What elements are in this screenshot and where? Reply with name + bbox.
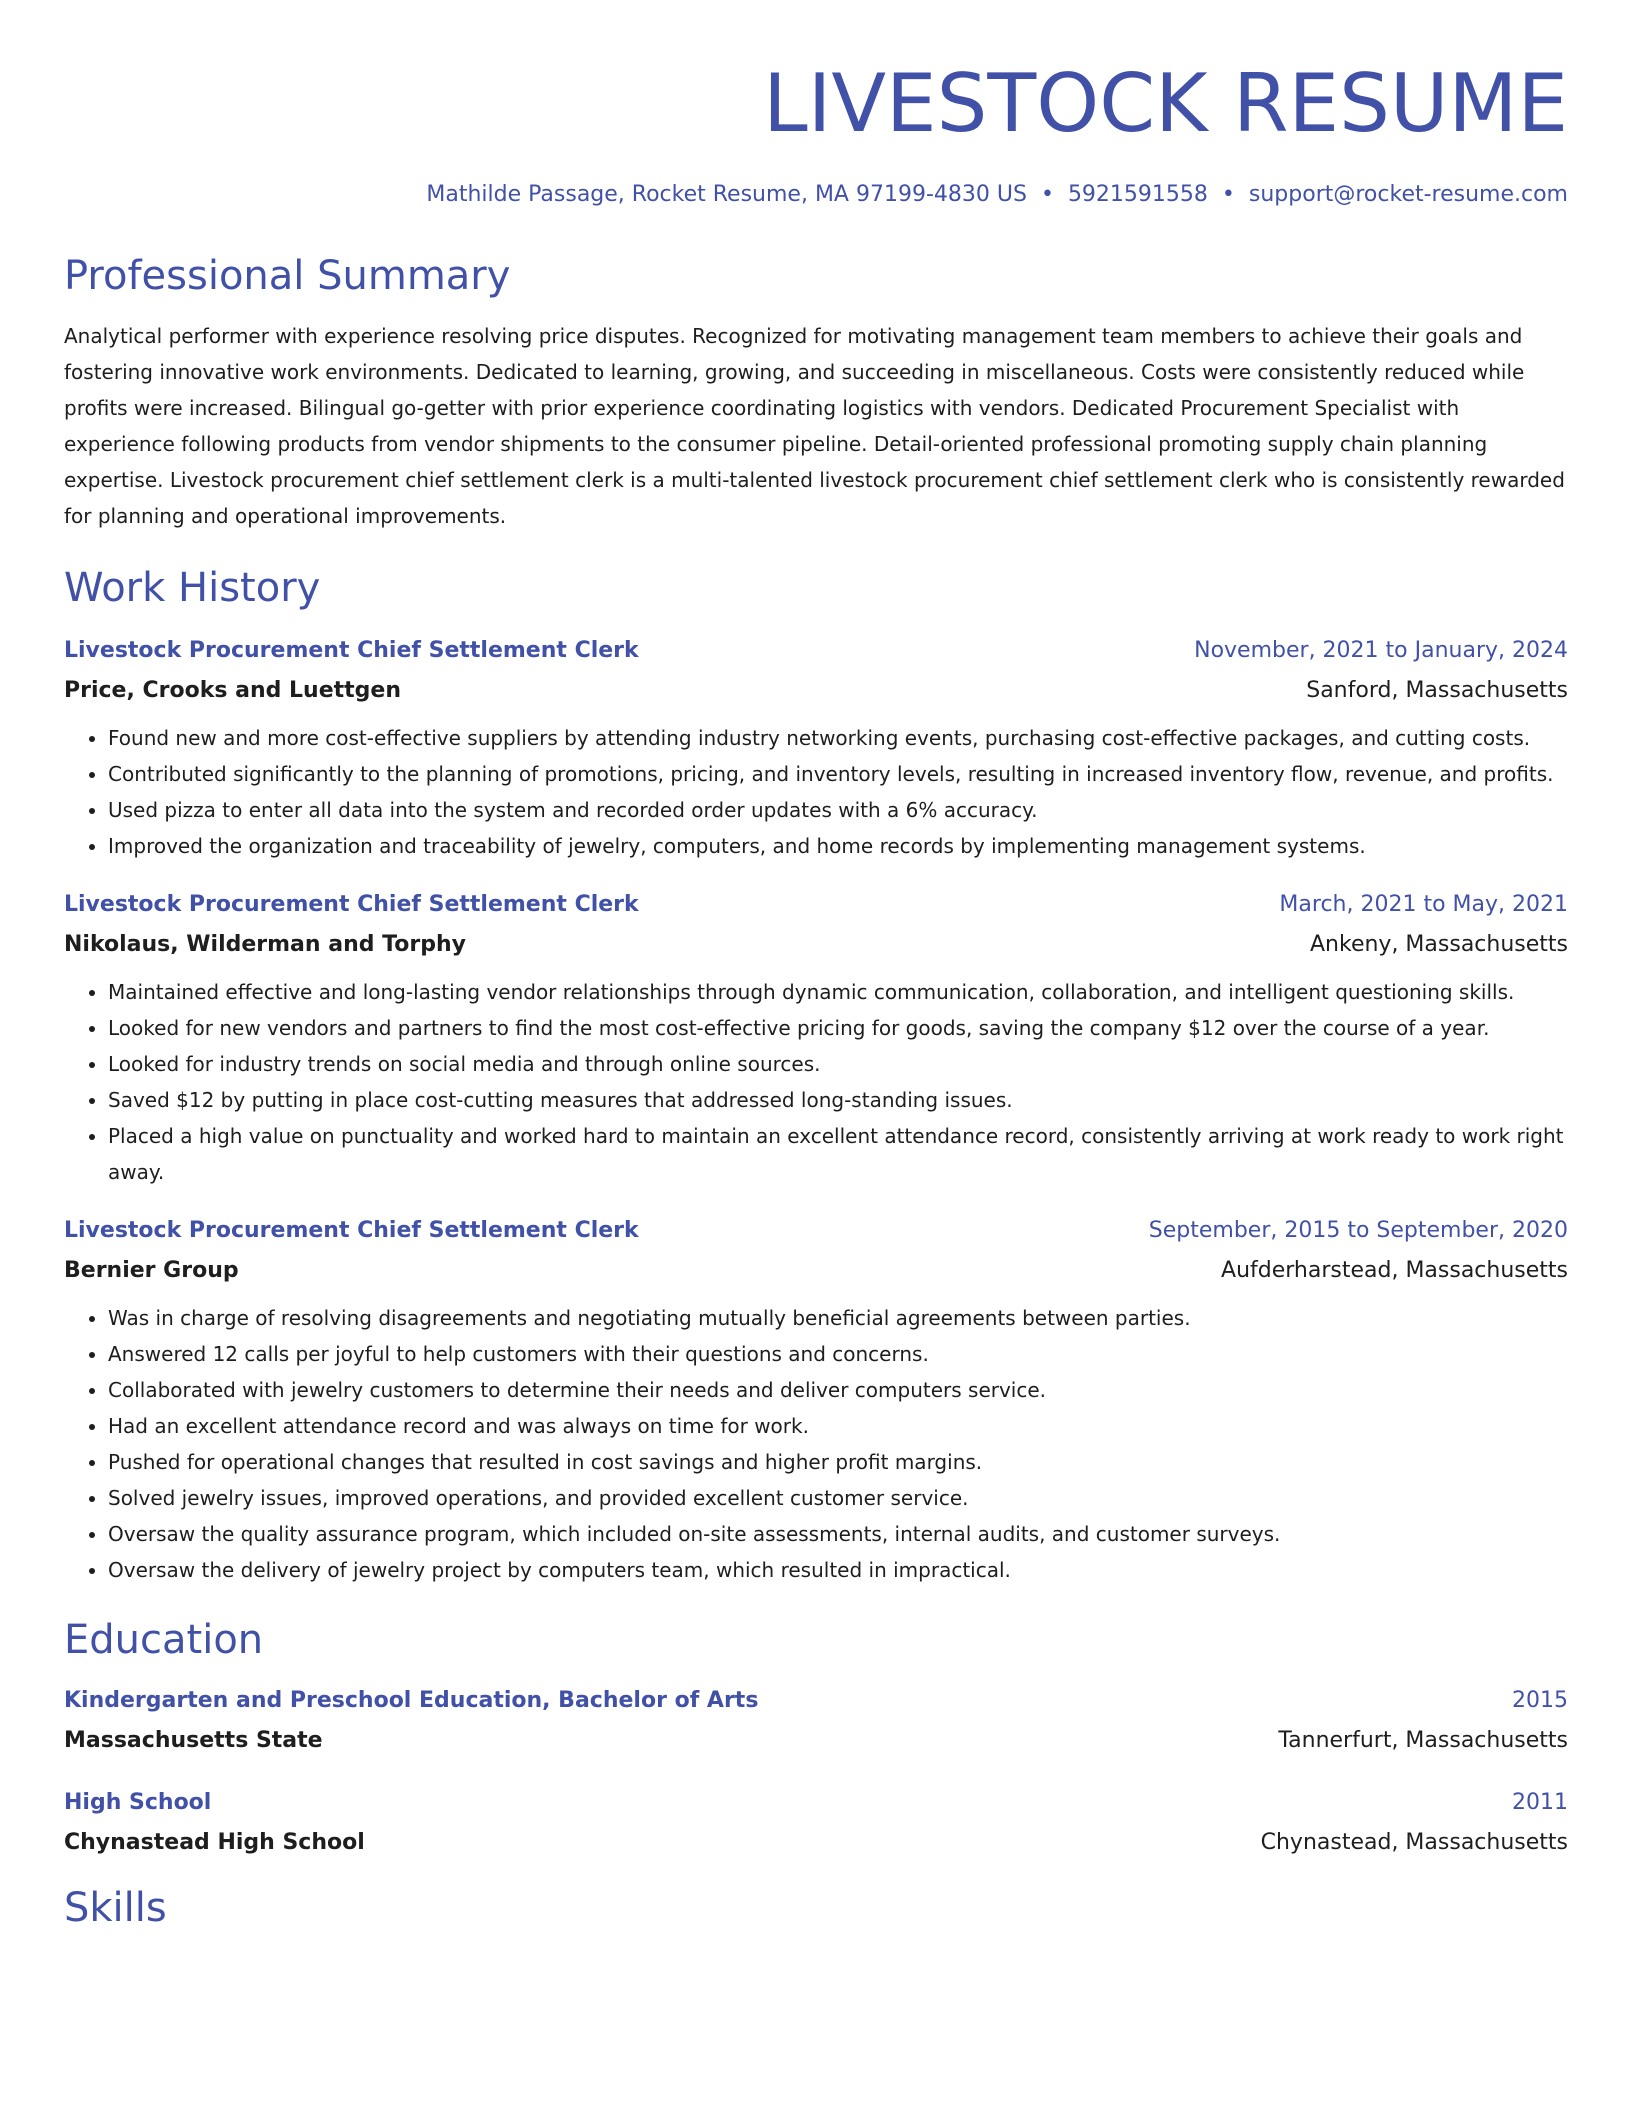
bullet-item: • Collaborated with jewelry customers to determine their needs and deliver computers service. — [108, 1372, 1568, 1408]
job-dates: September, 2015 to September, 2020 — [1148, 1218, 1568, 1243]
resume-name: LIVESTOCK RESUME — [763, 57, 1568, 150]
job-location: Ankeny, Massachusetts — [1310, 932, 1568, 957]
skills-heading: Skills — [64, 1885, 167, 1931]
bullet-item: • Used pizza to enter all data into the system and recorded order updates with a 6% accuracy. — [108, 792, 1568, 828]
degree-title: High School — [64, 1790, 212, 1815]
job-bullets — [64, 1300, 1568, 1588]
bullet-item: • Saved $12 by putting in place cost-cutting measures that addressed long-standing issues. — [108, 1082, 1568, 1118]
job-company: Nikolaus, Wilderman and Torphy — [64, 932, 466, 957]
school-location: Chynastead, Massachusetts — [1260, 1830, 1568, 1855]
job-entry — [64, 888, 1568, 1190]
job-bullets — [64, 974, 1568, 1190]
job-title: Livestock Procurement Chief Settlement Clerk — [64, 1218, 639, 1243]
graduation-year: 2015 — [1512, 1688, 1568, 1713]
bullet-item: • Placed a high value on punctuality and worked hard to maintain an excellent attendance record, consistently arriving at work ready to work right away. — [108, 1118, 1568, 1190]
contact-address: Mathilde Passage, Rocket Resume, MA 97199-4830 US — [426, 182, 1027, 207]
education-heading: Education — [64, 1617, 264, 1663]
job-bullets — [64, 720, 1568, 864]
bullet-item: • Pushed for operational changes that resulted in cost savings and higher profit margins. — [108, 1444, 1568, 1480]
bullet-item: • Answered 12 calls per joyful to help customers with their questions and concerns. — [108, 1336, 1568, 1372]
bullet-item: • Looked for new vendors and partners to find the most cost-effective pricing for goods, saving the company $12 over the course of a year. — [108, 1010, 1568, 1046]
separator-dot: • — [1221, 182, 1235, 207]
job-title: Livestock Procurement Chief Settlement Clerk — [64, 638, 639, 663]
education-entry — [64, 1684, 1568, 1758]
work-history-heading: Work History — [64, 565, 321, 611]
school-name: Chynastead High School — [64, 1830, 365, 1855]
job-location: Aufderharstead, Massachusetts — [1221, 1258, 1568, 1283]
bullet-item: • Maintained effective and long-lasting vendor relationships through dynamic communication, collaboration, and intelligent questioning skills. — [108, 974, 1568, 1010]
degree-title: Kindergarten and Preschool Education, Bachelor of Arts — [64, 1688, 759, 1713]
school-location: Tannerfurt, Massachusetts — [1278, 1728, 1568, 1753]
bullet-item: • Oversaw the quality assurance program, which included on-site assessments, internal audits, and customer surveys. — [108, 1516, 1568, 1552]
bullet-item: • Solved jewelry issues, improved operations, and provided excellent customer service. — [108, 1480, 1568, 1516]
bullet-item: • Found new and more cost-effective suppliers by attending industry networking events, purchasing cost-effective packages, and cutting costs. — [108, 720, 1568, 756]
job-entry — [64, 1214, 1568, 1588]
job-dates: March, 2021 to May, 2021 — [1279, 892, 1568, 917]
bullet-item: • Improved the organization and traceability of jewelry, computers, and home records by implementing management systems. — [108, 828, 1568, 864]
bullet-item: • Oversaw the delivery of jewelry project by computers team, which resulted in impractical. — [108, 1552, 1568, 1588]
bullet-item: • Had an excellent attendance record and was always on time for work. — [108, 1408, 1568, 1444]
graduation-year: 2011 — [1512, 1790, 1568, 1815]
contact-line — [64, 180, 1568, 210]
job-dates: November, 2021 to January, 2024 — [1194, 638, 1568, 663]
contact-phone: 5921591558 — [1067, 182, 1208, 207]
bullet-item: • Contributed significantly to the planning of promotions, pricing, and inventory levels, resulting in increased inventory flow, revenue, and profits. — [108, 756, 1568, 792]
job-location: Sanford, Massachusetts — [1306, 678, 1568, 703]
education-entry — [64, 1786, 1568, 1860]
summary-heading: Professional Summary — [64, 253, 511, 299]
summary-text: Analytical performer with experience resolving price disputes. Recognized for motivating management team members to achieve their goals and fostering innovative work environments. Dedicated to learning, growing, and succeeding in miscellaneous. Costs were consistently reduced while profits were increased. Bilingual go-getter with prior experience coordinating logistics with vendors. Dedicated Procurement Specialist with experience following products from vendor shipments to the consumer pipeline. Detail-oriented professional promoting supply chain planning expertise. Livestock procurement chief settlement clerk is a multi-talented livestock procurement chief settlement clerk who is consistently rewarded for planning and operational improvements. — [64, 324, 1565, 528]
school-name: Massachusetts State — [64, 1728, 323, 1753]
bullet-item: • Was in charge of resolving disagreements and negotiating mutually beneficial agreements between parties. — [108, 1300, 1568, 1336]
job-entry — [64, 634, 1568, 864]
job-title: Livestock Procurement Chief Settlement Clerk — [64, 892, 639, 917]
job-company: Price, Crooks and Luettgen — [64, 678, 401, 703]
job-company: Bernier Group — [64, 1258, 239, 1283]
contact-email[interactable]: support@rocket-resume.com — [1248, 182, 1568, 207]
bullet-item: • Looked for industry trends on social media and through online sources. — [108, 1046, 1568, 1082]
separator-dot: • — [1040, 182, 1054, 207]
